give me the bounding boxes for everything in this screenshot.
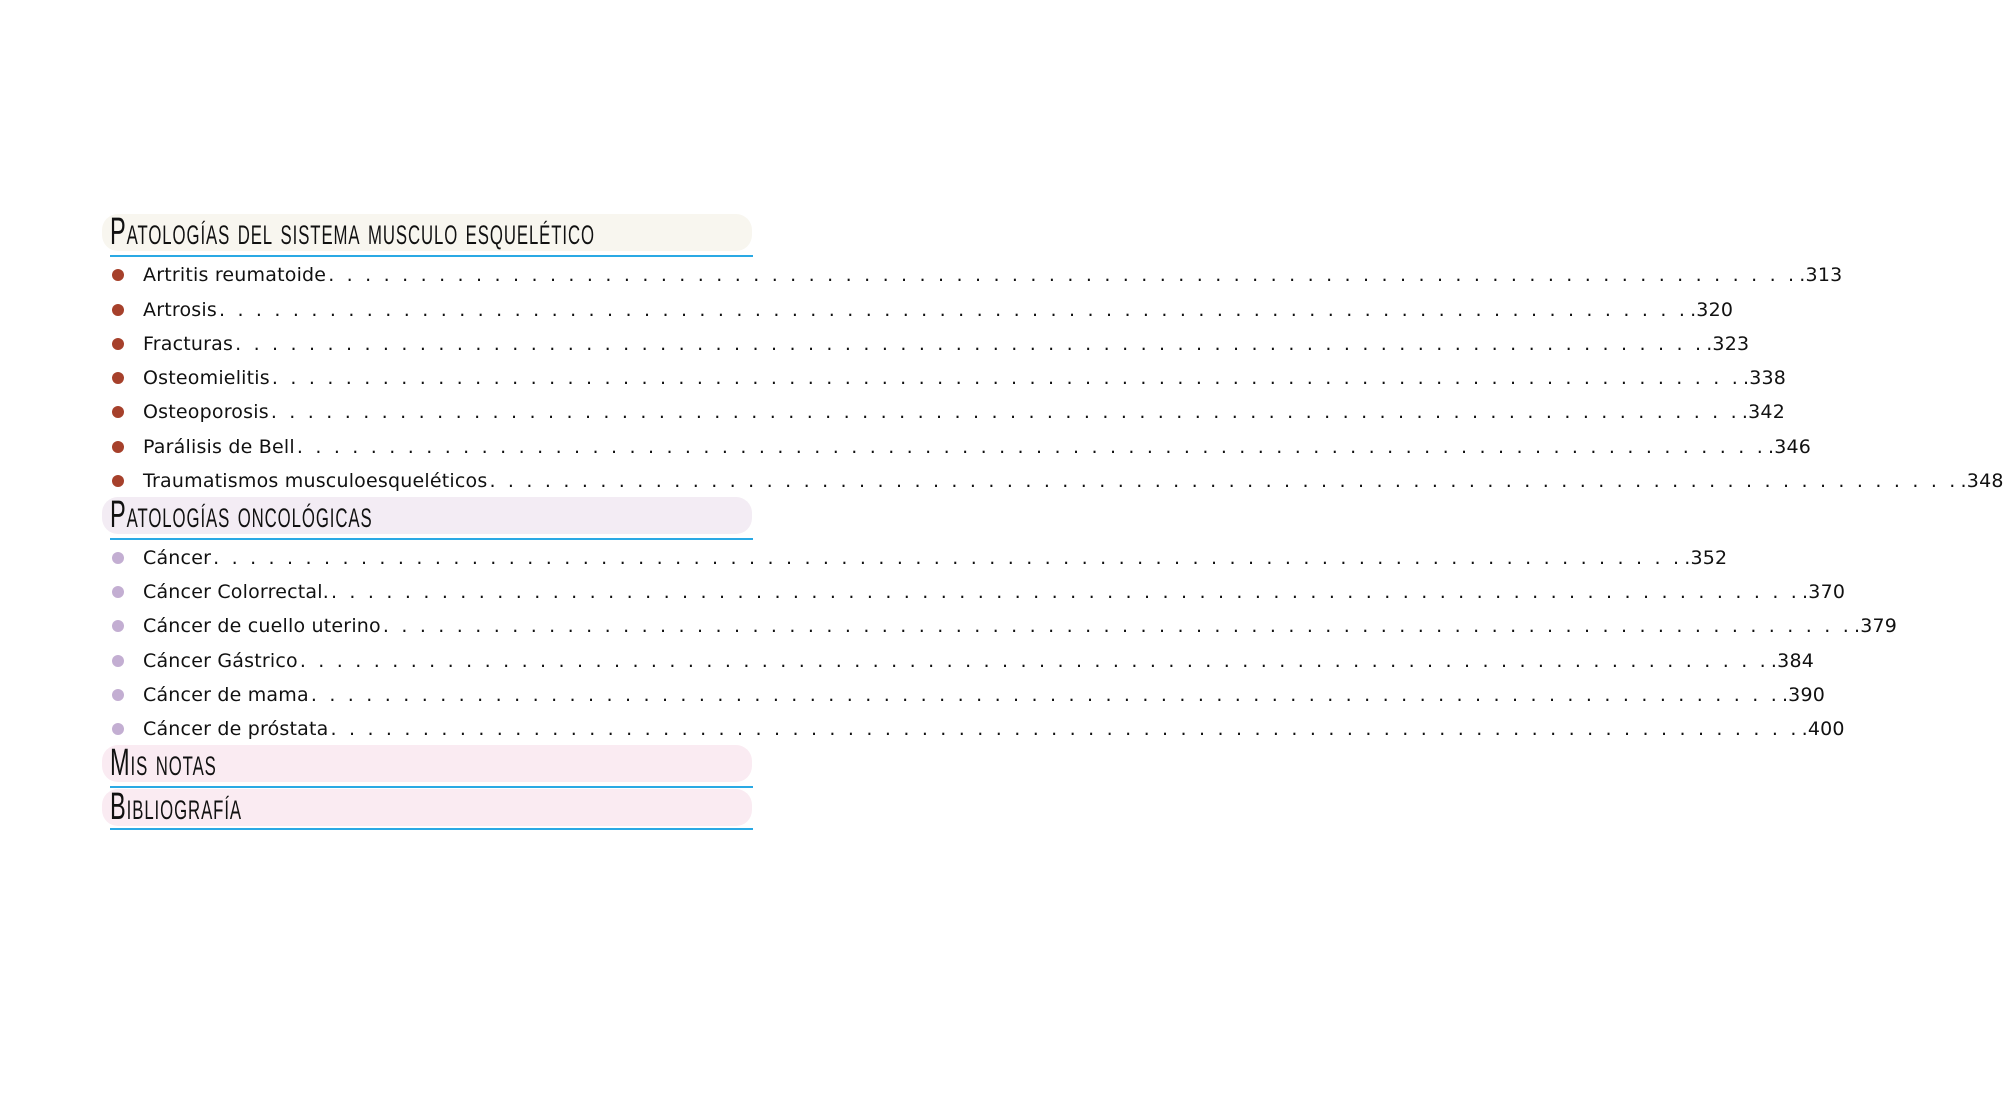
- entry-page: .352: [1684, 547, 1728, 569]
- section-divider: [110, 255, 753, 257]
- toc-entry[interactable]: [110, 577, 1846, 607]
- entry-label: Osteomielitis: [143, 367, 270, 389]
- toc-entry[interactable]: [110, 397, 1786, 427]
- dot-leader: . . . . . . . . . . . . . . . . . . . . . . . . . . . . . . . . . . . . . . . . . . . . . . . . . . . . . . . . . . . . . . . . . . . . . . . . . . . . . . . .: [270, 401, 1740, 423]
- section-title: Mis notas: [110, 742, 217, 784]
- bullet-icon: [112, 723, 124, 735]
- section-title: Patologías del sistema musculo esquelético: [110, 211, 595, 253]
- dot-leader: . . . . . . . . . . . . . . . . . . . . . . . . . . . . . . . . . . . . . . . . . . . . . . . . . . . . . . . . . . . . . . . . . . . . . . . . . . . . . . . .: [330, 581, 1801, 603]
- toc-entry[interactable]: [110, 680, 1826, 710]
- entry-page: .370: [1802, 581, 1846, 603]
- dot-leader: . . . . . . . . . . . . . . . . . . . . . . . . . . . . . . . . . . . . . . . . . . . . . . . . . . . . . . . . . . . . . . . . . . . . . . . . . . . . . . . .: [235, 333, 1705, 355]
- entry-label: Cáncer de cuello uterino: [143, 615, 381, 637]
- entry-page: .346: [1767, 436, 1812, 458]
- toc-entry[interactable]: [110, 543, 1728, 573]
- entry-page: .348: [1960, 470, 2004, 492]
- entry-page: .338: [1742, 367, 1787, 389]
- entry-page: .320: [1690, 299, 1734, 321]
- toc-entry[interactable]: [110, 714, 1845, 744]
- bullet-icon: [112, 372, 124, 384]
- entry-page: .323: [1706, 333, 1750, 355]
- toc-entry[interactable]: [110, 646, 1815, 676]
- entry-label: Osteoporosis: [143, 401, 269, 423]
- entry-label: Artrosis: [143, 299, 217, 321]
- section-title: Patologías oncológicas: [110, 494, 373, 536]
- entry-label: Cáncer de mama: [143, 684, 309, 706]
- bullet-icon: [112, 620, 124, 632]
- bullet-icon: [112, 586, 124, 598]
- toc-entry[interactable]: [110, 432, 1812, 462]
- entry-label: Artritis reumatoide: [143, 264, 327, 286]
- section-header[interactable]: [102, 211, 752, 253]
- dot-leader: . . . . . . . . . . . . . . . . . . . . . . . . . . . . . . . . . . . . . . . . . . . . . . . . . . . . . . . . . . . . . . . . . . . . . . . . . . . . . . . .: [271, 367, 1741, 389]
- bullet-icon: [112, 689, 124, 701]
- toc-entry[interactable]: [110, 611, 1898, 641]
- entry-label: Cáncer de próstata: [143, 718, 329, 740]
- entry-label: Parálisis de Bell: [143, 436, 295, 458]
- entry-label: Cáncer: [143, 547, 212, 569]
- section-header[interactable]: [102, 742, 752, 784]
- dot-leader: . . . . . . . . . . . . . . . . . . . . . . . . . . . . . . . . . . . . . . . . . . . . . . . . . . . . . . . . . . . . . . . . . . . . . . . . . . . . . . . .: [213, 547, 1683, 569]
- entry-page: .400: [1801, 718, 1845, 740]
- toc-entry[interactable]: [110, 295, 1734, 325]
- entry-page: .342: [1741, 401, 1786, 423]
- entry-label: Fracturas: [143, 333, 234, 355]
- toc-entry[interactable]: [110, 363, 1787, 393]
- bullet-icon: [112, 304, 124, 316]
- bullet-icon: [112, 655, 124, 667]
- bullet-icon: [112, 475, 124, 487]
- entry-label: Cáncer Gástrico: [143, 650, 298, 672]
- section-divider: [110, 538, 753, 540]
- section-header[interactable]: [102, 494, 752, 536]
- toc-entry[interactable]: [110, 466, 2004, 496]
- dot-leader: . . . . . . . . . . . . . . . . . . . . . . . . . . . . . . . . . . . . . . . . . . . . . . . . . . . . . . . . . . . . . . . . . . . . . . . . . . . . . . . .: [296, 436, 1766, 458]
- dot-leader: . . . . . . . . . . . . . . . . . . . . . . . . . . . . . . . . . . . . . . . . . . . . . . . . . . . . . . . . . . . . . . . . . . . . . . . . . . . . . . . .: [218, 299, 1689, 321]
- bullet-icon: [112, 552, 124, 564]
- section-divider: [110, 828, 753, 830]
- entry-page: .384: [1770, 650, 1815, 672]
- dot-leader: . . . . . . . . . . . . . . . . . . . . . . . . . . . . . . . . . . . . . . . . . . . . . . . . . . . . . . . . . . . . . . . . . . . . . . . . . . . . . . . .: [299, 650, 1769, 672]
- bullet-icon: [112, 406, 124, 418]
- entry-page: .390: [1781, 684, 1826, 706]
- entry-page: .313: [1799, 264, 1843, 286]
- entry-page: .379: [1853, 615, 1898, 637]
- toc-entry[interactable]: [110, 329, 1750, 359]
- dot-leader: . . . . . . . . . . . . . . . . . . . . . . . . . . . . . . . . . . . . . . . . . . . . . . . . . . . . . . . . . . . . . . . . . . . . . . . . . . . . . . . .: [330, 718, 1800, 740]
- section-title: Bibliografía: [110, 786, 242, 828]
- bullet-icon: [112, 338, 124, 350]
- section-header[interactable]: [102, 786, 752, 828]
- entry-label: Cáncer Colorrectal.: [143, 581, 329, 603]
- entry-label: Traumatismos musculoesqueléticos: [143, 470, 488, 492]
- bullet-icon: [112, 269, 124, 281]
- dot-leader: . . . . . . . . . . . . . . . . . . . . . . . . . . . . . . . . . . . . . . . . . . . . . . . . . . . . . . . . . . . . . . . . . . . . . . . . . . . . . . . .: [382, 615, 1852, 637]
- dot-leader: . . . . . . . . . . . . . . . . . . . . . . . . . . . . . . . . . . . . . . . . . . . . . . . . . . . . . . . . . . . . . . . . . . . . . . . . . . . . . . . .: [310, 684, 1780, 706]
- toc-entry[interactable]: [110, 260, 1843, 290]
- dot-leader: . . . . . . . . . . . . . . . . . . . . . . . . . . . . . . . . . . . . . . . . . . . . . . . . . . . . . . . . . . . . . . . . . . . . . . . . . . . . . . . .: [328, 264, 1798, 286]
- bullet-icon: [112, 441, 124, 453]
- dot-leader: . . . . . . . . . . . . . . . . . . . . . . . . . . . . . . . . . . . . . . . . . . . . . . . . . . . . . . . . . . . . . . . . . . . . . . . . . . . . . . . .: [489, 470, 1959, 492]
